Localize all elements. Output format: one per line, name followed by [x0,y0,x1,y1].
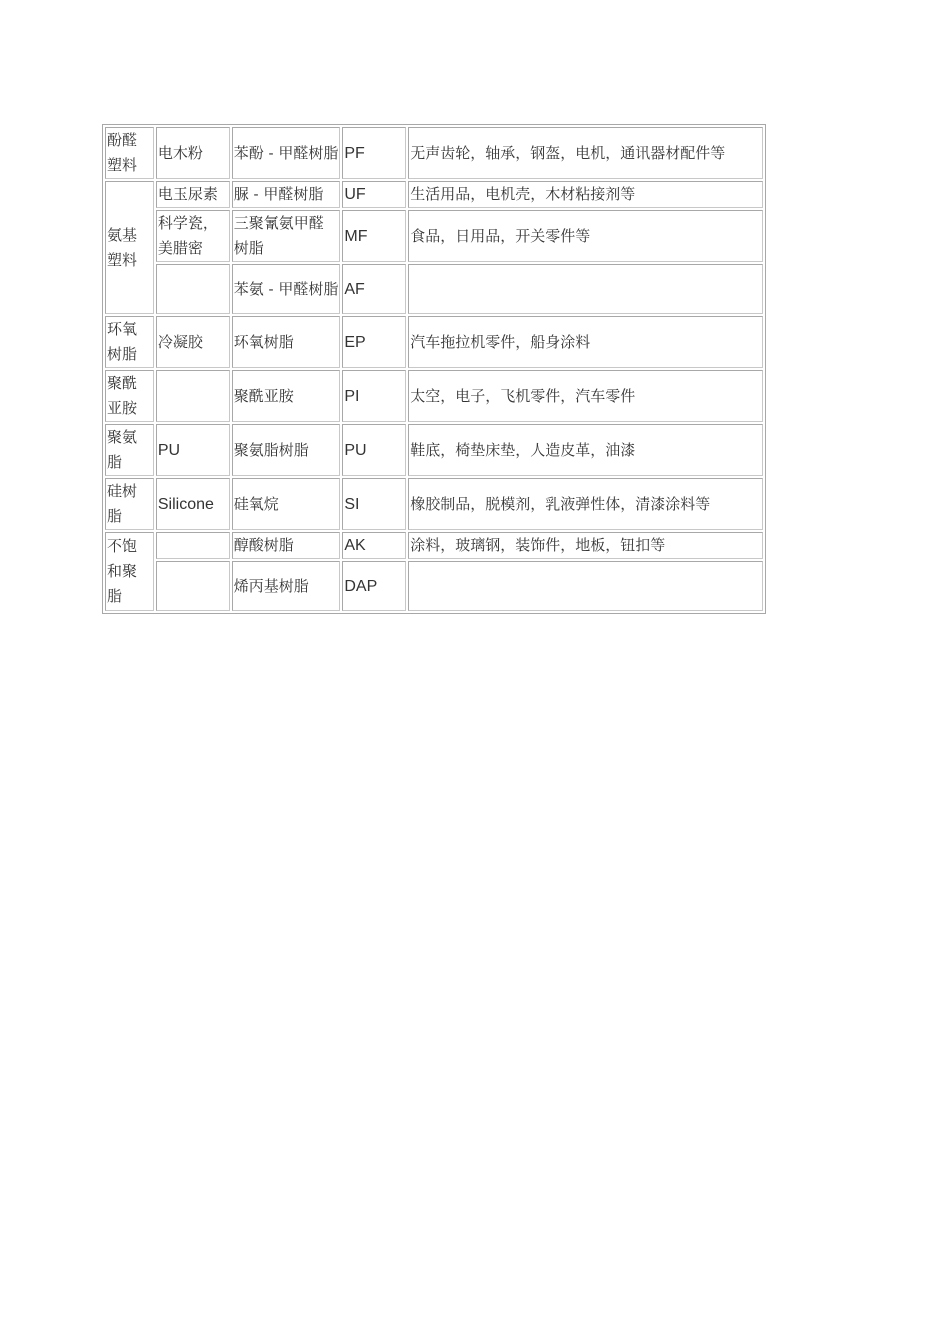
table-row [105,561,763,611]
table-row [105,210,763,262]
table-row [105,316,763,368]
table-row [105,370,763,422]
trade-name-cell [156,370,230,422]
application-cell: 涂料，玻璃钢，装饰件，地板，钮扣等 [408,532,763,559]
resin-name-cell: 环氧树脂 [232,316,341,368]
table-row [105,264,763,314]
category-cell: 环氧树脂 [105,316,154,368]
application-cell [408,561,763,611]
table-row [105,424,763,476]
application-cell: 太空，电子，飞机零件，汽车零件 [408,370,763,422]
resin-name-cell: 三聚氰氨甲醛树脂 [232,210,341,262]
category-cell: 硅树脂 [105,478,154,530]
application-cell: 鞋底，椅垫床垫，人造皮革，油漆 [408,424,763,476]
abbreviation-cell: AF [342,264,406,314]
resin-name-cell: 聚酰亚胺 [232,370,341,422]
trade-name-cell [156,532,230,559]
trade-name-cell: 科学瓷，美腊密 [156,210,230,262]
category-cell: 氨基塑料 [105,181,154,314]
resin-name-cell: 聚氨脂树脂 [232,424,341,476]
resin-name-cell: 脲 - 甲醛树脂 [232,181,341,208]
application-cell: 橡胶制品，脱模剂，乳液弹性体，清漆涂料等 [408,478,763,530]
resin-name-cell: 苯氨 - 甲醛树脂 [232,264,341,314]
trade-name-cell [156,561,230,611]
application-cell: 生活用品，电机壳，木材粘接剂等 [408,181,763,208]
trade-name-cell [156,264,230,314]
abbreviation-cell: UF [342,181,406,208]
category-cell: 聚氨脂 [105,424,154,476]
plastics-table [102,124,766,614]
table-row [105,127,763,179]
trade-name-cell: Silicone [156,478,230,530]
category-cell: 聚酰亚胺 [105,370,154,422]
application-cell [408,264,763,314]
abbreviation-cell: MF [342,210,406,262]
category-cell: 酚醛塑料 [105,127,154,179]
application-cell: 无声齿轮，轴承，钢盔，电机，通讯器材配件等 [408,127,763,179]
trade-name-cell: PU [156,424,230,476]
application-cell: 食品，日用品，开关零件等 [408,210,763,262]
abbreviation-cell: DAP [342,561,406,611]
trade-name-cell: 电玉尿素 [156,181,230,208]
resin-name-cell: 醇酸树脂 [232,532,341,559]
table-row [105,532,763,559]
application-cell: 汽车拖拉机零件，船身涂料 [408,316,763,368]
abbreviation-cell: AK [342,532,406,559]
abbreviation-cell: EP [342,316,406,368]
trade-name-cell: 电木粉 [156,127,230,179]
abbreviation-cell: SI [342,478,406,530]
trade-name-cell: 冷凝胶 [156,316,230,368]
abbreviation-cell: PF [342,127,406,179]
table-row [105,181,763,208]
abbreviation-cell: PU [342,424,406,476]
resin-name-cell: 烯丙基树脂 [232,561,341,611]
table-row [105,478,763,530]
category-cell: 不饱和聚脂 [105,532,154,611]
abbreviation-cell: PI [342,370,406,422]
resin-name-cell: 硅氧烷 [232,478,341,530]
resin-name-cell: 苯酚 - 甲醛树脂 [232,127,341,179]
